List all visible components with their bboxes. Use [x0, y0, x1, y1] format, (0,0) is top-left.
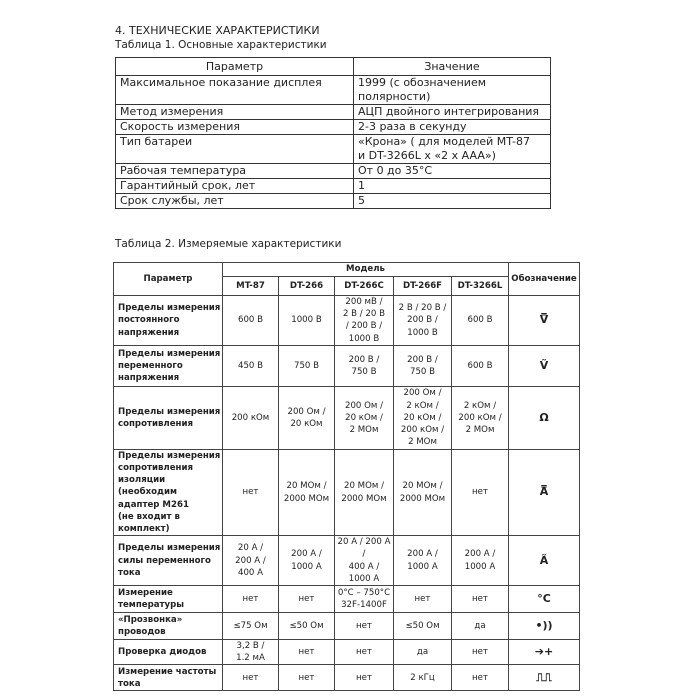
parameter-cell: Измерение температуры	[114, 586, 223, 613]
value-cell: 600 В	[452, 345, 509, 386]
table-row	[114, 386, 580, 449]
value-cell: 0°С – 750°С 32F-1400F	[335, 586, 394, 613]
value-cell: 200 А / 1000 А	[452, 536, 509, 586]
diode-icon: ➔+	[509, 640, 580, 665]
value-cell: нет	[279, 586, 335, 613]
table-row	[114, 665, 580, 691]
main-characteristics-table	[115, 57, 551, 209]
value-cell: ≤50 Ом	[279, 613, 335, 640]
value-cell: АЦП двойного интегрирования	[354, 105, 551, 120]
value-cell: нет	[335, 665, 394, 691]
value-cell: 200 Ом / 20 кОм	[279, 386, 335, 449]
parameter-cell: Проверка диодов	[114, 640, 223, 665]
value-cell: 600 В	[452, 296, 509, 346]
table-row	[116, 164, 551, 179]
table-row	[116, 105, 551, 120]
value-cell: 2-3 раза в секунду	[354, 120, 551, 135]
ohm-icon: Ω	[509, 386, 580, 449]
parameter-cell: Пределы измерения силы переменного тока	[114, 536, 223, 586]
value-cell: ≤50 Ом	[394, 613, 452, 640]
table-header-row	[116, 58, 551, 76]
value-cell: нет	[394, 586, 452, 613]
value-cell: 750 В	[279, 345, 335, 386]
parameter-cell: Измерение частоты тока	[114, 665, 223, 691]
continuity-icon: •))	[509, 613, 580, 640]
value-cell: нет	[335, 613, 394, 640]
value-cell: 20 МОм / 2000 МОм	[279, 449, 335, 535]
parameter-cell: Метод измерения	[116, 105, 354, 120]
value-cell: нет	[223, 665, 279, 691]
value-cell: нет	[452, 665, 509, 691]
value-cell: 1000 В	[279, 296, 335, 346]
table-header-row	[114, 263, 580, 277]
value-cell: 200 кОм	[223, 386, 279, 449]
value-cell: 20 МОм / 2000 МОм	[394, 449, 452, 535]
value-cell: 200 А / 1000 А	[394, 536, 452, 586]
parameter-cell: Пределы измерения сопротивления	[114, 386, 223, 449]
value-cell: «Крона» ( для моделей MT-87 и DT-3266L x «2 x AAA»)	[354, 135, 551, 164]
value-cell: 20 А / 200 А / 400 А / 1000 А	[335, 536, 394, 586]
table-row	[114, 613, 580, 640]
temperature-icon: °С	[509, 586, 580, 613]
ac-voltage-icon: Ṽ	[509, 345, 580, 386]
model-name: DT-266F	[394, 277, 452, 296]
parameter-header: Параметр	[114, 263, 223, 296]
symbol-header: Обозначение	[509, 263, 580, 296]
table-row	[114, 640, 580, 665]
table-row	[114, 345, 580, 386]
parameter-cell: Скорость измерения	[116, 120, 354, 135]
table1-caption: Таблица 1. Основные характеристики	[115, 39, 327, 51]
value-cell: нет	[452, 586, 509, 613]
value-cell: 200 В / 750 В	[335, 345, 394, 386]
parameter-cell: Пределы измерения переменного напряжения	[114, 345, 223, 386]
dc-voltage-icon: V̿	[509, 296, 580, 346]
value-cell: да	[394, 640, 452, 665]
table-row	[116, 76, 551, 105]
value-cell: нет	[223, 449, 279, 535]
value-cell: 1999 (с обозначением полярности)	[354, 76, 551, 105]
value-cell: нет	[279, 665, 335, 691]
value-cell: 1	[354, 179, 551, 194]
table-row	[114, 296, 580, 346]
model-name: MT-87	[223, 277, 279, 296]
parameter-cell: Срок службы, лет	[116, 194, 354, 209]
table-row	[116, 194, 551, 209]
value-cell: 20 А / 200 А / 400 А	[223, 536, 279, 586]
dc-current-icon: A̿	[509, 449, 580, 535]
column-header: Параметр	[116, 58, 354, 76]
value-cell: От 0 до 35°С	[354, 164, 551, 179]
table-row	[114, 536, 580, 586]
parameter-cell: Пределы измерения постоянного напряжения	[114, 296, 223, 346]
value-cell: ≤75 Ом	[223, 613, 279, 640]
model-name: DT-266C	[335, 277, 394, 296]
value-cell: 2 кОм / 200 кОм / 2 МОм	[452, 386, 509, 449]
value-cell: нет	[223, 586, 279, 613]
value-cell: нет	[452, 449, 509, 535]
value-cell: нет	[335, 640, 394, 665]
value-cell: 20 МОм / 2000 МОм	[335, 449, 394, 535]
model-header: Модель	[223, 263, 509, 277]
table2-caption: Таблица 2. Измеряемые характеристики	[115, 238, 342, 250]
parameter-cell: Гарантийный срок, лет	[116, 179, 354, 194]
table-row	[116, 120, 551, 135]
section-title: 4. ТЕХНИЧЕСКИЕ ХАРАКТЕРИСТИКИ	[115, 24, 320, 37]
value-cell: нет	[452, 640, 509, 665]
table-row	[114, 449, 580, 535]
model-name: DT-266	[279, 277, 335, 296]
parameter-cell: Тип батареи	[116, 135, 354, 164]
value-cell: 5	[354, 194, 551, 209]
table-row	[116, 135, 551, 164]
value-cell: 3,2 В / 1.2 мА	[223, 640, 279, 665]
frequency-icon: ⎍⎍	[509, 665, 580, 691]
value-cell: 450 В	[223, 345, 279, 386]
value-cell: 200 Ом / 20 кОм / 2 МОм	[335, 386, 394, 449]
table-row	[116, 179, 551, 194]
value-cell: да	[452, 613, 509, 640]
value-cell: 2 В / 20 В / 200 В / 1000 В	[394, 296, 452, 346]
ac-current-icon: Ã	[509, 536, 580, 586]
value-cell: 200 мВ / 2 В / 20 В / 200 В / 1000 В	[335, 296, 394, 346]
value-cell: 200 А / 1000 А	[279, 536, 335, 586]
parameter-cell: Максимальное показание дисплея	[116, 76, 354, 105]
parameter-cell: Рабочая температура	[116, 164, 354, 179]
value-cell: 200 Ом / 2 кОм / 20 кОм / 200 кОм / 2 МОм	[394, 386, 452, 449]
value-cell: 200 В / 750 В	[394, 345, 452, 386]
table-row	[114, 586, 580, 613]
parameter-cell: Пределы измерения сопротивления изоляции (необходим адаптер М261 (не входит в комплект)	[114, 449, 223, 535]
column-header: Значение	[354, 58, 551, 76]
parameter-cell: «Прозвонка» проводов	[114, 613, 223, 640]
value-cell: 600 В	[223, 296, 279, 346]
value-cell: нет	[279, 640, 335, 665]
value-cell: 2 кГц	[394, 665, 452, 691]
measured-characteristics-table	[113, 262, 580, 691]
model-name: DT-3266L	[452, 277, 509, 296]
